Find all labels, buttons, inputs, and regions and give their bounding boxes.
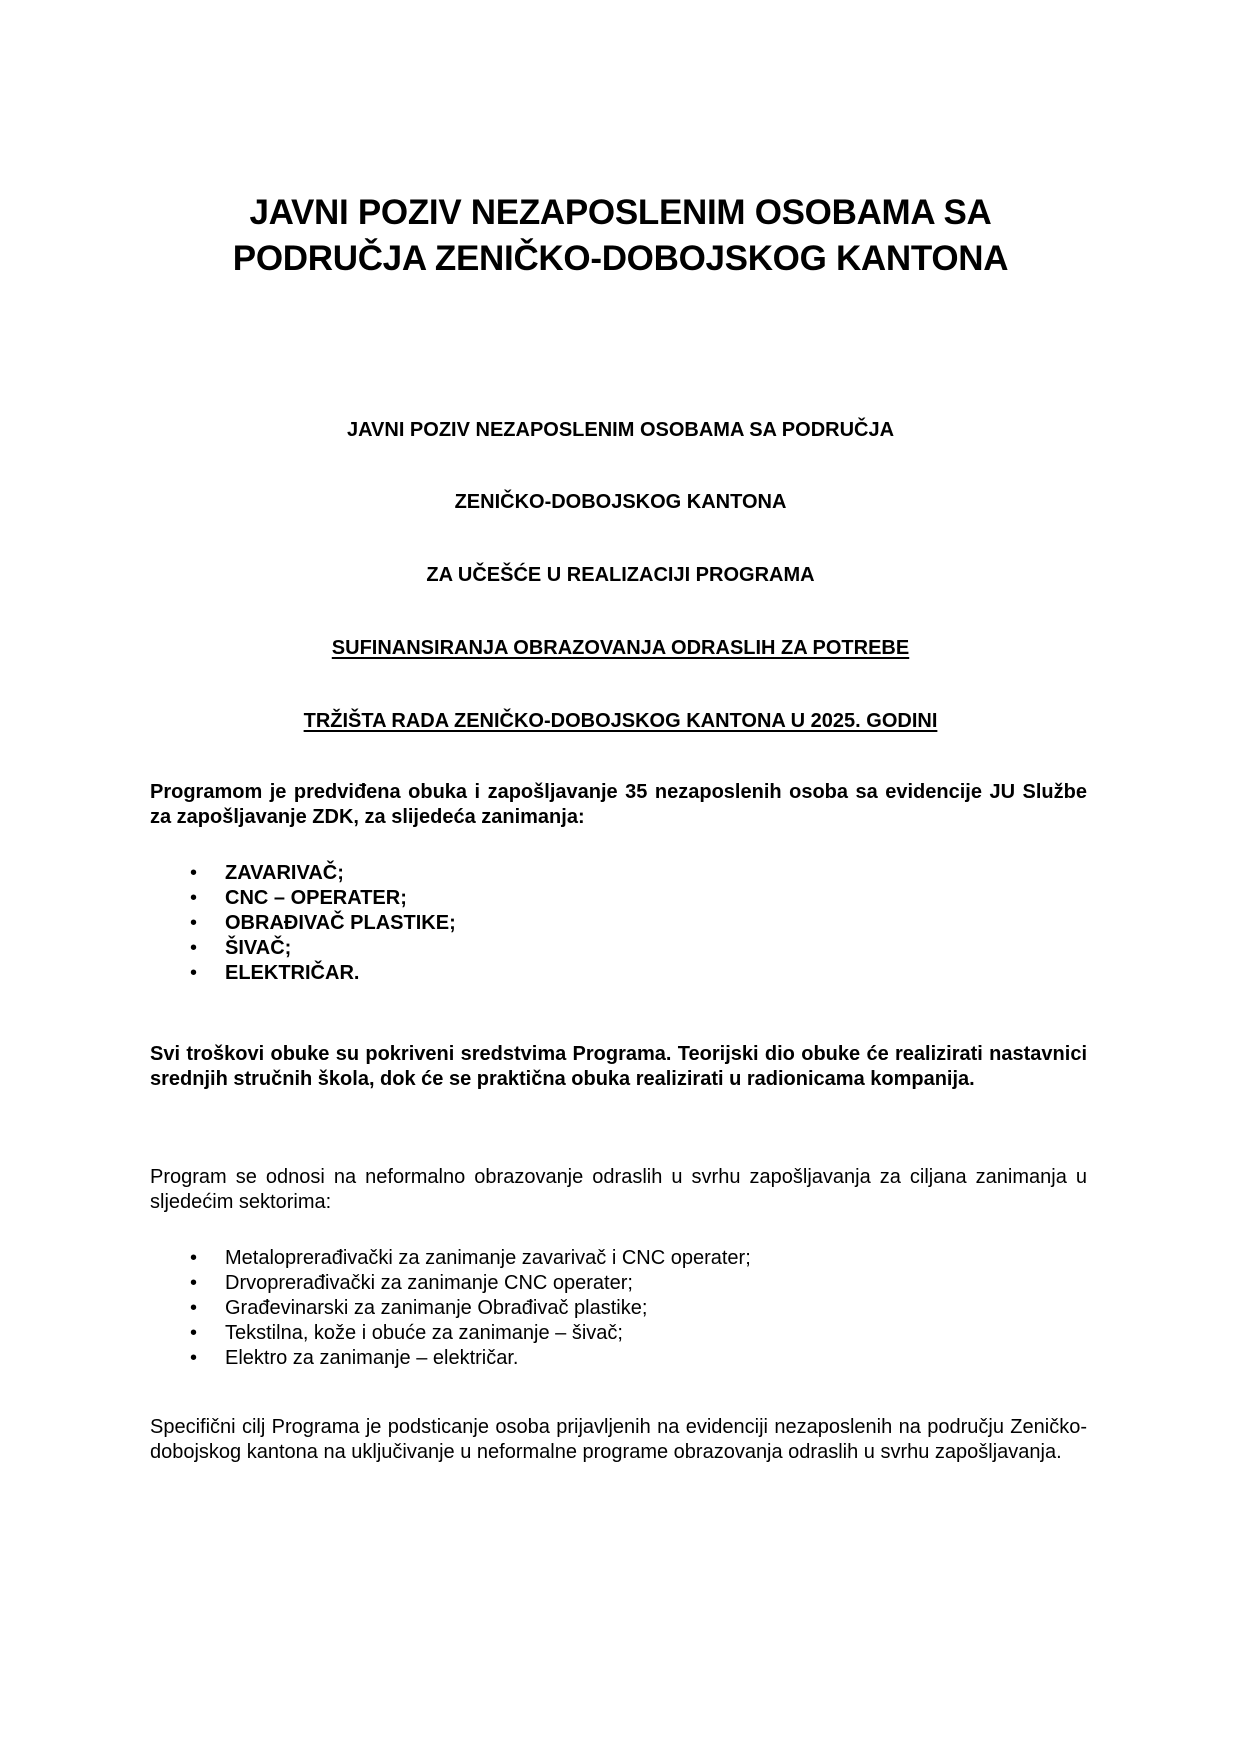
bullet-icon: • — [190, 1322, 198, 1344]
bullet-icon: • — [190, 1272, 198, 1294]
bullet-icon: • — [190, 937, 198, 959]
heading-line-4: SUFINANSIRANJA OBRAZOVANJA ODRASLIH ZA POTREBE — [331, 637, 910, 659]
occupation-item — [150, 911, 1050, 936]
occupation-item — [150, 961, 1050, 986]
sector-label: Drvoprerađivački za zanimanje CNC operater; — [225, 1272, 633, 1294]
sector-item — [150, 1271, 1050, 1296]
sector-item — [150, 1346, 1050, 1371]
occupation-item — [150, 886, 1050, 911]
bullet-icon: • — [190, 962, 198, 984]
bullet-icon: • — [190, 862, 198, 884]
document-title-line-2: PODRUČJA ZENIČKO-DOBOJSKOG KANTONA — [232, 239, 1009, 278]
sectors-list — [150, 1246, 1050, 1371]
intro-paragraph: Programom je predviđena obuka i zapošljavanje 35 nezaposlenih osoba sa evidencije JU Službe za zapošljavanje ZDK, za slijedeća zanimanja: — [150, 781, 1087, 828]
occupation-item — [150, 861, 1050, 886]
sector-label: Metaloprerađivački za zanimanje zavarivač i CNC operater; — [225, 1247, 751, 1269]
sector-label: Elektro za zanimanje – električar. — [225, 1347, 519, 1369]
sector-item — [150, 1296, 1050, 1321]
document-title-line-1: JAVNI POZIV NEZAPOSLENIM OSOBAMA SA — [249, 193, 992, 232]
heading-line-5: TRŽIŠTA RADA ZENIČKO-DOBOJSKOG KANTONA U 2025. GODINI — [303, 710, 938, 732]
occupation-label: ZAVARIVAČ; — [225, 862, 344, 884]
bullet-icon: • — [190, 887, 198, 909]
occupation-label: CNC – OPERATER; — [225, 887, 407, 909]
document-title — [0, 190, 1241, 282]
goal-paragraph: Specifični cilj Programa je podsticanje osoba prijavljenih na evidenciji nezaposlenih na području Zeničko-dobojskog kantona na uključivanje u neformalne programe obrazovanja odraslih u svrhu zapošljavanja. — [150, 1416, 1087, 1463]
bullet-icon: • — [190, 1297, 198, 1319]
sector-item — [150, 1246, 1050, 1271]
program-paragraph: Program se odnosi na neformalno obrazovanje odraslih u svrhu zapošljavanja za ciljana zanimanja u sljedećim sektorima: — [150, 1166, 1087, 1213]
occupations-list — [150, 861, 1050, 986]
costs-paragraph: Svi troškovi obuke su pokriveni sredstvima Programa. Teorijski dio obuke će realizirati nastavnici srednjih stručnih škola, dok će se praktična obuka realizirati u radionicama kompanija. — [150, 1043, 1087, 1090]
heading-line-2: ZENIČKO-DOBOJSKOG KANTONA — [454, 491, 787, 513]
bullet-icon: • — [190, 912, 198, 934]
occupation-label: OBRAĐIVAČ PLASTIKE; — [225, 912, 456, 934]
heading-line-3: ZA UČEŠĆE U REALIZACIJI PROGRAMA — [426, 564, 815, 586]
occupation-label: ELEKTRIČAR. — [225, 962, 360, 984]
sector-item — [150, 1321, 1050, 1346]
sector-label: Građevinarski za zanimanje Obrađivač plastike; — [225, 1297, 648, 1319]
sector-label: Tekstilna, kože i obuće za zanimanje – šivač; — [225, 1322, 623, 1344]
bullet-icon: • — [190, 1247, 198, 1269]
occupation-item — [150, 936, 1050, 961]
heading-line-1: JAVNI POZIV NEZAPOSLENIM OSOBAMA SA PODRUČJA — [346, 419, 895, 441]
bullet-icon: • — [190, 1347, 198, 1369]
occupation-label: ŠIVAČ; — [225, 937, 292, 959]
